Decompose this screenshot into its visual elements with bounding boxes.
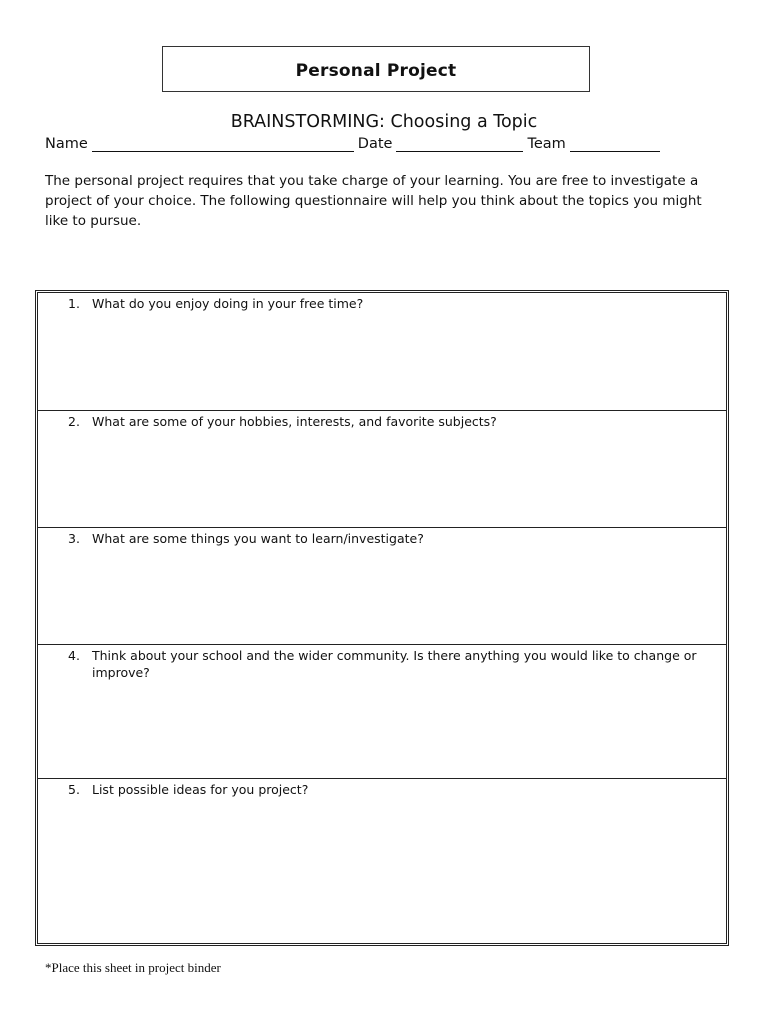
question-number: 1. xyxy=(68,296,80,311)
name-label: Name xyxy=(45,136,88,152)
question-text: List possible ideas for you project? xyxy=(92,782,309,797)
question-1 xyxy=(68,295,698,312)
name-field[interactable] xyxy=(92,137,354,152)
date-field[interactable] xyxy=(396,137,523,152)
question-row-4[interactable] xyxy=(38,645,726,779)
questionnaire-table xyxy=(35,290,729,946)
page-title: Personal Project xyxy=(295,61,457,81)
intro-paragraph: The personal project requires that you take charge of your learning. You are free to investigate a project of your choice. The following questionnaire will help you think about the topics you might like to pursue. xyxy=(45,173,702,229)
date-label: Date xyxy=(357,136,393,152)
title-box xyxy=(162,46,590,92)
team-label: Team xyxy=(527,136,566,152)
student-info-line xyxy=(45,136,664,152)
question-2 xyxy=(68,413,698,430)
question-text: What do you enjoy doing in your free time? xyxy=(92,296,364,311)
page-subtitle: BRAINSTORMING: Choosing a Topic xyxy=(230,112,538,132)
question-number: 5. xyxy=(68,782,80,797)
question-number: 4. xyxy=(68,648,80,663)
footnote: *Place this sheet in project binder xyxy=(45,960,221,975)
question-row-2[interactable] xyxy=(38,411,726,528)
question-text: What are some things you want to learn/investigate? xyxy=(92,531,424,546)
question-row-1[interactable] xyxy=(38,293,726,411)
question-4 xyxy=(68,647,698,681)
team-field[interactable] xyxy=(570,137,660,152)
question-3 xyxy=(68,530,698,547)
question-number: 3. xyxy=(68,531,80,546)
question-number: 2. xyxy=(68,414,80,429)
question-5 xyxy=(68,781,698,798)
question-row-5[interactable] xyxy=(38,779,726,943)
question-text: Think about your school and the wider community. Is there anything you would like to change or improve? xyxy=(92,648,697,680)
question-text: What are some of your hobbies, interests, and favorite subjects? xyxy=(92,414,497,429)
question-row-3[interactable] xyxy=(38,528,726,645)
